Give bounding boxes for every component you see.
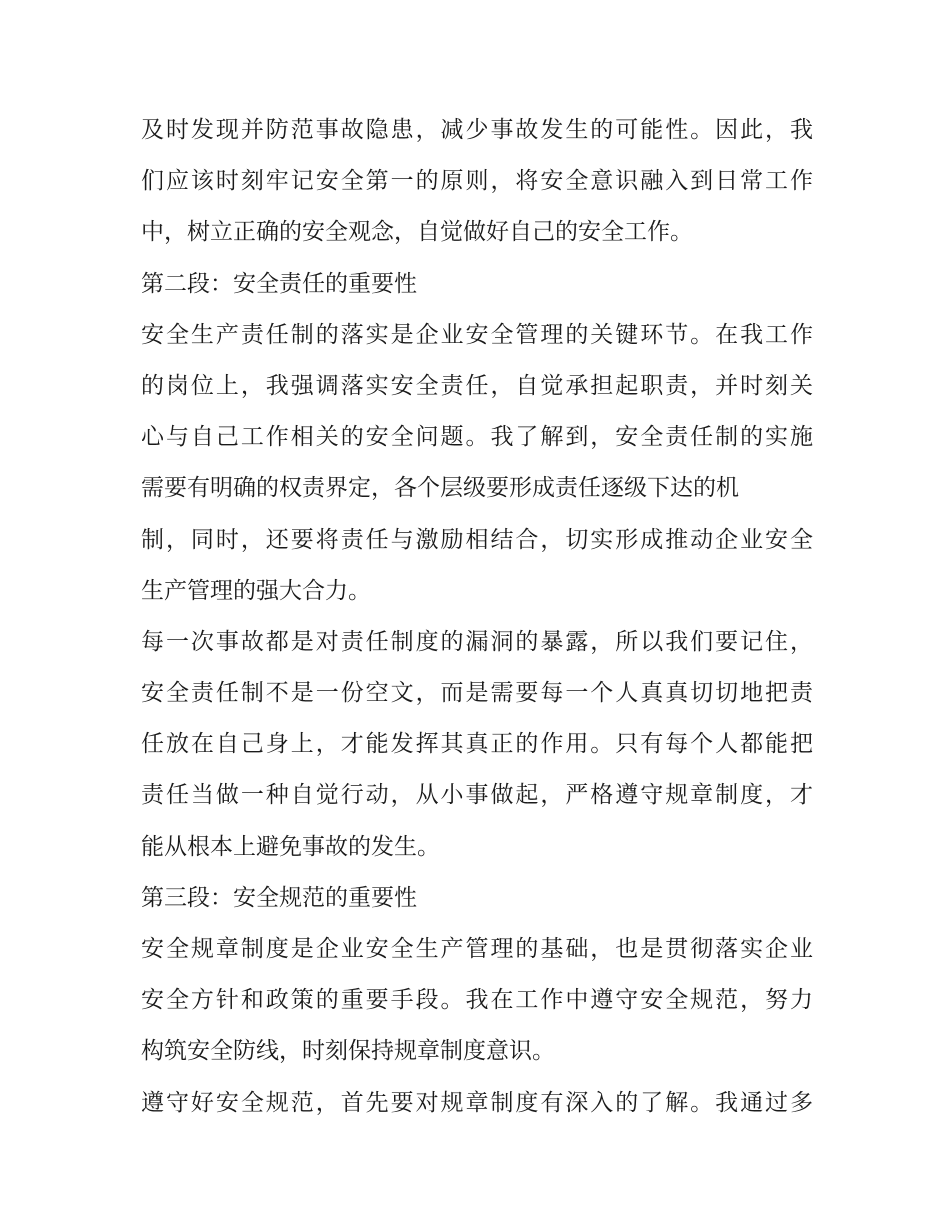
text-line: 安全规章制度是企业安全生产管理的基础，也是贯彻落实企业 (141, 936, 813, 962)
text-line: 构筑安全防线，时刻保持规章制度意识。 (141, 1038, 555, 1065)
text-line: 每一次事故都是对责任制度的漏洞的暴露，所以我们要记住， (141, 628, 813, 655)
section-heading: 第二段：安全责任的重要性 (141, 270, 417, 297)
text-line: 需要有明确的权责界定，各个层级要形成责任逐级下达的机 (141, 475, 739, 502)
text-line: 遵守好安全规范，首先要对规章制度有深入的了解。我通过多 (141, 1089, 813, 1116)
text-line: 能从根本上避免事故的发生。 (141, 833, 440, 860)
text-line: 的岗位上，我强调落实安全责任，自觉承担起职责，并时刻关 (141, 372, 813, 399)
text-line: 心与自己工作相关的安全问题。我了解到，安全责任制的实施 (141, 424, 813, 451)
text-line: 任放在自己身上，才能发挥其真正的作用。只有每个人都能把 (141, 731, 813, 758)
text-line: 及时发现并防范事故隐患，减少事故发生的可能性。因此，我 (141, 117, 813, 143)
text-line: 生产管理的强大合力。 (141, 577, 371, 604)
text-line: 安全生产责任制的落实是企业安全管理的关键环节。在我工作 (141, 321, 813, 348)
text-line: 责任当做一种自觉行动，从小事做起，严格遵守规章制度，才 (141, 782, 813, 809)
section-heading: 第三段：安全规范的重要性 (141, 884, 417, 911)
text-line: 安全方针和政策的重要手段。我在工作中遵守安全规范，努力 (141, 987, 813, 1014)
text-line: 安全责任制不是一份空文，而是需要每一个人真真切切地把责 (141, 680, 813, 707)
text-line: 制，同时，还要将责任与激励相结合，切实形成推动企业安全 (141, 526, 813, 553)
document-body (141, 110, 813, 1134)
text-line: 中，树立正确的安全观念，自觉做好自己的安全工作。 (141, 219, 693, 246)
text-line: 们应该时刻牢记安全第一的原则，将安全意识融入到日常工作 (141, 168, 813, 195)
